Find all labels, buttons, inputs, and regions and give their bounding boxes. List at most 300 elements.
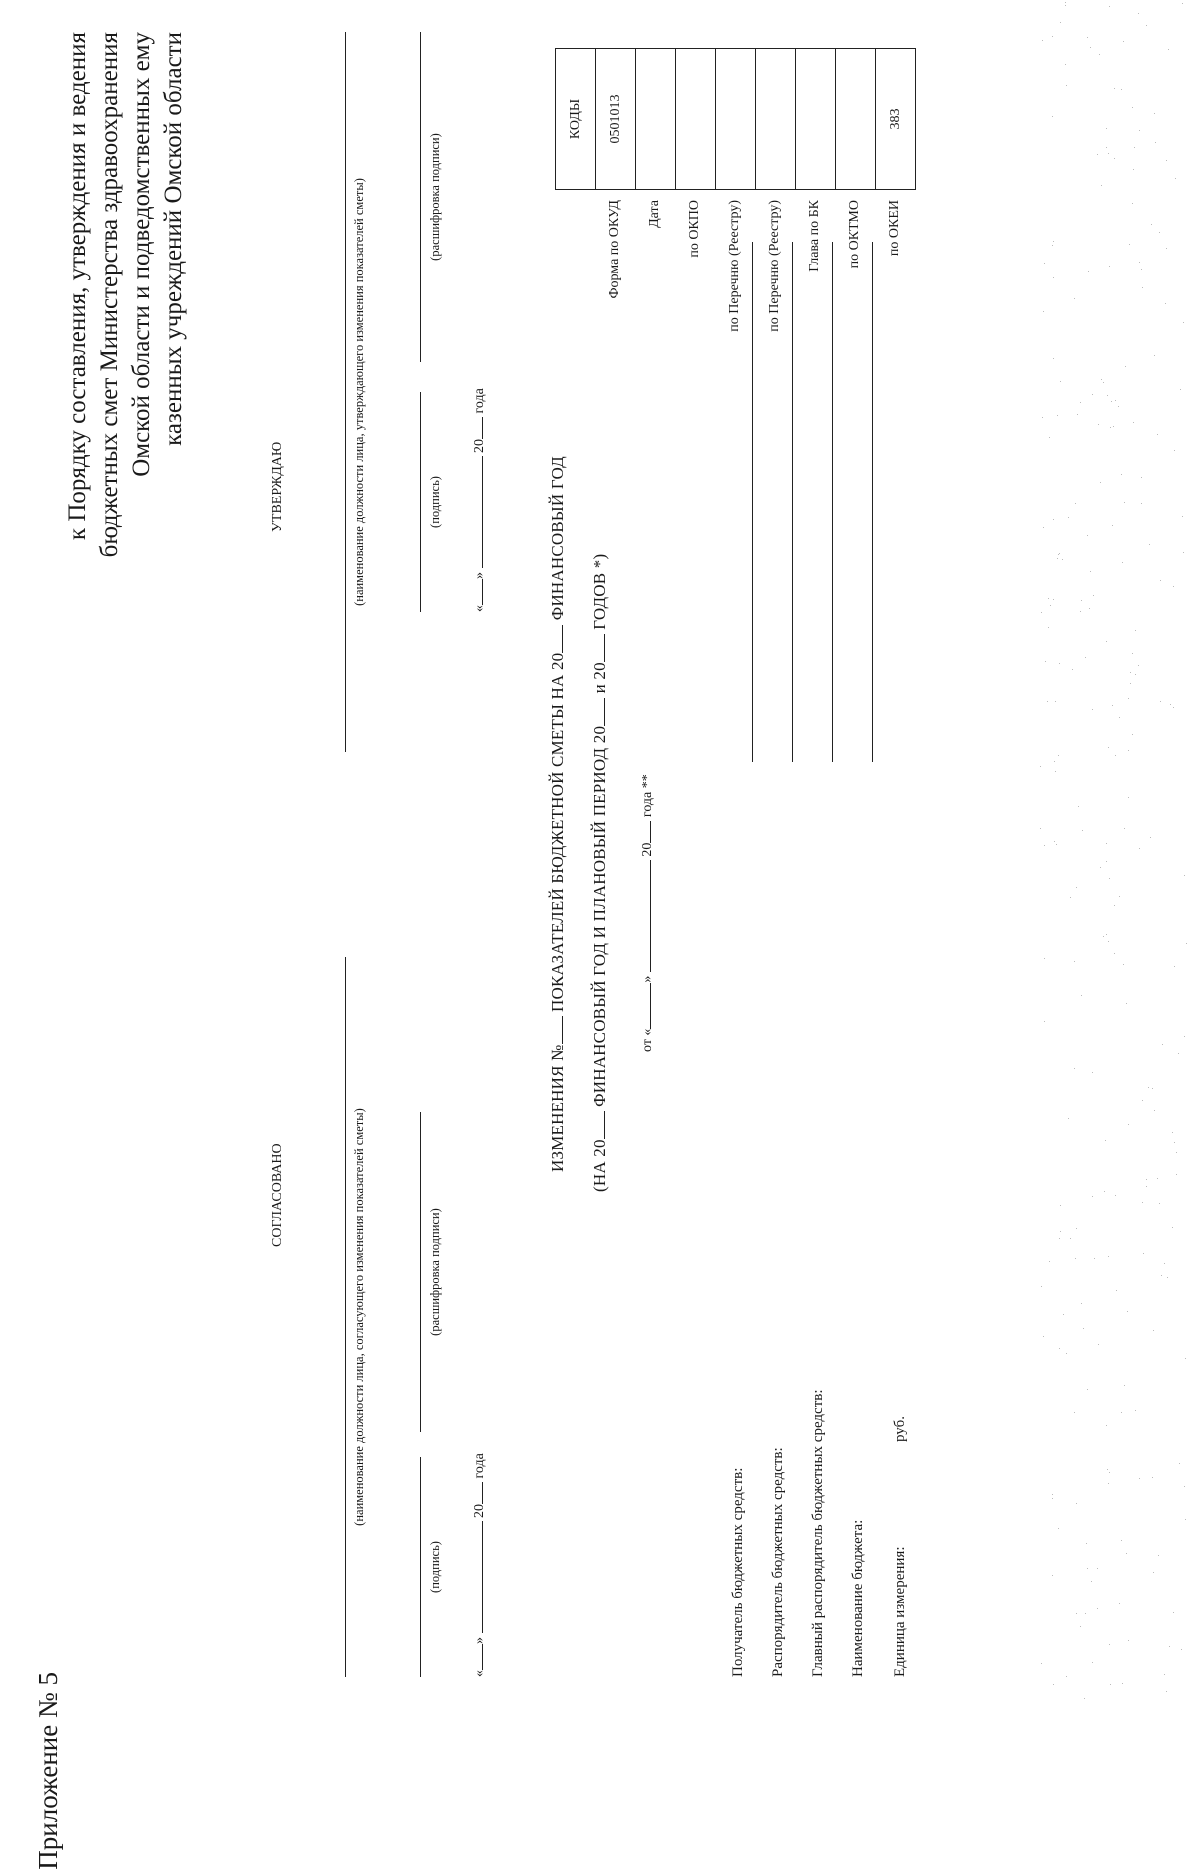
agreement-day-field[interactable] <box>482 1644 483 1670</box>
scan-speck <box>1109 878 1110 879</box>
plan-year-1-field[interactable] <box>604 698 605 726</box>
scan-speck <box>1139 130 1140 131</box>
date-close-quote: » <box>640 975 655 983</box>
scan-speck <box>1132 734 1133 735</box>
scan-speck <box>1175 178 1176 179</box>
code-okpo-value[interactable] <box>676 49 716 190</box>
scan-speck <box>1052 1575 1053 1576</box>
scan-speck <box>1114 88 1115 89</box>
scan-speck <box>1167 1277 1168 1278</box>
scan-speck <box>1100 482 1101 483</box>
date-close-quote: » <box>472 1637 487 1644</box>
scan-speck <box>1170 704 1171 705</box>
scan-speck <box>1094 1258 1095 1259</box>
document-day-field[interactable] <box>650 983 651 1029</box>
approval-signature-caption: (подпись) <box>428 476 442 528</box>
scan-speck <box>1166 160 1167 161</box>
scan-speck <box>1050 605 1051 606</box>
scan-speck <box>1124 1385 1125 1386</box>
scan-speck <box>1047 701 1048 702</box>
scan-speck <box>1128 797 1129 798</box>
scan-speck <box>1155 142 1156 143</box>
scan-speck <box>1074 298 1075 299</box>
scan-speck <box>1139 848 1140 849</box>
scan-speck <box>1097 1608 1098 1609</box>
scan-speck <box>1122 562 1123 563</box>
scan-speck <box>1081 1303 1082 1304</box>
scan-speck <box>1111 401 1112 402</box>
scan-speck <box>1053 599 1054 600</box>
scan-speck <box>1059 663 1060 664</box>
date-suffix: года <box>472 388 487 414</box>
header-line-4: Омской области и подведомственных ему <box>128 32 155 477</box>
scan-speck <box>1132 203 1133 204</box>
scan-speck <box>1126 1003 1127 1004</box>
scan-speck <box>1183 552 1184 553</box>
scan-speck <box>1076 1503 1077 1504</box>
scan-speck <box>1108 1483 1109 1484</box>
scan-speck <box>1075 503 1076 504</box>
scan-speck <box>1106 843 1107 844</box>
main-manager-field[interactable] <box>832 242 833 762</box>
scan-speck <box>1056 844 1057 845</box>
manager-label: Распорядитель бюджетных средств: <box>770 1447 786 1677</box>
scan-speck <box>1169 1646 1170 1647</box>
document-title-line-2 <box>590 554 610 1192</box>
scan-speck <box>1080 1626 1081 1627</box>
scan-speck <box>1053 277 1054 278</box>
scan-speck <box>1053 241 1054 242</box>
scan-speck <box>1078 806 1079 807</box>
scan-speck <box>1114 905 1115 906</box>
changes-number-field[interactable] <box>562 1016 563 1044</box>
scan-speck <box>1059 553 1060 554</box>
scan-speck <box>1092 1196 1093 1197</box>
fiscal-year-field-2[interactable] <box>604 1111 605 1139</box>
scan-speck <box>1154 1110 1155 1111</box>
scan-speck <box>1097 1568 1098 1569</box>
fiscal-year-field[interactable] <box>562 625 563 653</box>
scan-speck <box>1068 517 1069 518</box>
scan-speck <box>1087 1389 1088 1390</box>
scan-speck <box>1112 705 1113 706</box>
scan-speck <box>1141 269 1142 270</box>
document-month-field[interactable] <box>650 860 651 972</box>
scan-speck <box>1103 382 1104 383</box>
budget-name-label: Наименование бюджета: <box>850 1519 866 1677</box>
scan-speck <box>1123 964 1124 965</box>
title-years-label: ГОДОВ *) <box>590 553 609 630</box>
scan-speck <box>1059 1238 1060 1239</box>
scan-speck <box>1108 153 1109 154</box>
scan-speck <box>1146 1179 1147 1180</box>
registry-1-label: по Перечню (Реестру) <box>727 200 742 332</box>
scan-speck <box>1115 1195 1116 1196</box>
code-okei-value[interactable]: 383 <box>876 49 916 190</box>
title-plan-period-label: ФИНАНСОВЫЙ ГОД И ПЛАНОВЫЙ ПЕРИОД 20 <box>590 725 609 1107</box>
header-line-5: казенных учреждений Омской области <box>160 32 187 446</box>
scan-speck <box>1119 896 1120 897</box>
approval-label: УТВЕРЖДАЮ <box>270 441 285 532</box>
header-line-3: бюджетных смет Министерства здравоохранения <box>96 32 123 558</box>
scan-speck <box>1179 1463 1180 1464</box>
scan-speck <box>1083 1328 1084 1329</box>
scan-speck <box>1128 698 1129 699</box>
scan-speck <box>1151 224 1152 225</box>
recipient-field[interactable] <box>752 242 753 762</box>
scan-speck <box>1168 49 1169 50</box>
scan-speck <box>1138 665 1139 666</box>
document-date-line <box>640 774 656 1052</box>
scan-speck <box>1054 841 1055 842</box>
scan-speck <box>1150 837 1151 838</box>
scan-speck <box>1062 559 1063 560</box>
scan-speck <box>1093 595 1094 596</box>
agreement-decode-caption: (расшифровка подписи) <box>428 1208 442 1336</box>
title-fiscal-year-label: ФИНАНСОВЫЙ ГОД <box>548 456 567 621</box>
scan-speck <box>1184 1486 1185 1487</box>
scan-speck <box>1128 1124 1129 1125</box>
scan-speck <box>1040 828 1041 829</box>
scan-speck <box>1084 1698 1085 1699</box>
scan-speck <box>1049 1261 1050 1262</box>
appendix-number: Приложение № 5 <box>33 1672 63 1870</box>
scan-speck <box>1146 1186 1147 1187</box>
scan-speck <box>1121 1540 1122 1541</box>
scan-speck <box>1127 1311 1128 1312</box>
scan-speck <box>1081 995 1082 996</box>
scan-speck <box>1125 366 1126 367</box>
scan-speck <box>1052 1494 1053 1495</box>
approval-signature-line[interactable] <box>420 392 421 612</box>
scan-speck <box>1087 37 1088 38</box>
scan-speck <box>1074 1412 1075 1413</box>
scan-speck <box>1059 1348 1060 1349</box>
budget-name-field[interactable] <box>872 242 873 762</box>
scan-speck <box>1053 1684 1054 1685</box>
scan-speck <box>1043 1336 1044 1337</box>
scan-speck <box>1098 424 1099 425</box>
code-date-value[interactable] <box>636 49 676 190</box>
scan-speck <box>1132 653 1133 654</box>
scan-speck <box>1174 1142 1175 1143</box>
approval-position-caption: (наименование должности лица, утверждающего изменения показателей сметы) <box>352 178 366 606</box>
agreement-year-field[interactable] <box>482 1482 483 1504</box>
scan-speck <box>1158 1555 1159 1556</box>
scan-speck <box>1092 394 1093 395</box>
scan-speck <box>1166 248 1167 249</box>
codes-header: КОДЫ <box>556 49 596 190</box>
scan-speck <box>1162 1044 1163 1045</box>
scan-speck <box>1101 379 1102 380</box>
code-okud-value[interactable]: 0501013 <box>596 49 636 190</box>
scan-speck <box>1041 612 1042 613</box>
date-label: Дата <box>647 200 662 228</box>
scan-speck <box>1070 1238 1071 1239</box>
code-registry-2-value[interactable] <box>756 49 796 190</box>
scan-speck <box>1087 535 1088 536</box>
scan-speck <box>1142 287 1143 288</box>
scan-speck <box>1143 1253 1144 1254</box>
scan-speck <box>1108 1256 1109 1257</box>
scan-speck <box>1130 672 1131 673</box>
agreement-signature-caption: (подпись) <box>428 1541 442 1593</box>
approval-year-field[interactable] <box>482 417 483 439</box>
agreement-month-field[interactable] <box>482 1522 483 1634</box>
scan-speck <box>1081 600 1082 601</box>
scan-speck <box>1107 395 1108 396</box>
scan-speck <box>1077 414 1078 415</box>
approval-position-line[interactable] <box>345 32 346 752</box>
scan-speck <box>1100 867 1101 868</box>
scan-speck <box>1058 1528 1059 1529</box>
scan-speck <box>1109 266 1110 267</box>
scan-speck <box>1090 47 1091 48</box>
code-bk-value[interactable] <box>796 49 836 190</box>
date-year-prefix: 20 <box>472 1504 487 1518</box>
scan-speck <box>1139 262 1140 263</box>
scan-speck <box>1113 426 1114 427</box>
scan-speck <box>1043 311 1044 312</box>
scan-speck <box>1091 1581 1092 1582</box>
scan-speck <box>1141 503 1142 504</box>
title-changes-label: ИЗМЕНЕНИЯ № <box>548 1044 567 1172</box>
scan-speck <box>1065 5 1066 6</box>
scan-speck <box>1066 85 1067 86</box>
scan-speck <box>1173 1612 1174 1613</box>
scan-speck <box>1178 1053 1179 1054</box>
document-year-field[interactable] <box>650 821 651 843</box>
scan-speck <box>1153 1572 1154 1573</box>
scan-speck <box>1089 608 1090 609</box>
scan-speck <box>1052 245 1053 246</box>
scan-speck <box>1080 611 1081 612</box>
main-manager-label: Главный распорядитель бюджетных средств: <box>810 1389 826 1677</box>
scan-speck <box>1085 1613 1086 1614</box>
scan-speck <box>1135 674 1136 675</box>
scan-speck <box>1130 683 1131 684</box>
agreement-label: СОГЛАСОВАНО <box>270 1143 285 1247</box>
date-open-quote: « <box>472 605 487 612</box>
date-close-quote: » <box>472 572 487 579</box>
scan-speck <box>1040 766 1041 767</box>
scan-speck <box>1105 1140 1106 1141</box>
scan-speck <box>1054 761 1055 762</box>
scan-speck <box>1121 89 1122 90</box>
title-estimate-label: ПОКАЗАТЕЛЕЙ БЮДЖЕТНОЙ СМЕТЫ НА 20 <box>548 652 567 1013</box>
scan-speck <box>1165 303 1166 304</box>
header-line-2: к Порядку составления, утверждения и ведения <box>64 32 91 541</box>
scan-speck <box>1134 147 1135 148</box>
scan-speck <box>1086 1543 1087 1544</box>
scan-speck <box>1076 1613 1077 1614</box>
recipient-label: Получатель бюджетных средств: <box>730 1467 746 1677</box>
scan-speck <box>1108 747 1109 748</box>
scan-speck <box>1109 1644 1110 1645</box>
scan-speck <box>1112 525 1113 526</box>
scan-speck <box>1132 107 1133 108</box>
scan-speck <box>1138 13 1139 14</box>
scan-speck <box>1166 1691 1167 1692</box>
registry-2-label: по Перечню (Реестру) <box>767 200 782 332</box>
scan-speck <box>1119 1603 1120 1604</box>
scan-speck <box>1114 953 1115 954</box>
scan-speck <box>1146 25 1147 26</box>
scan-speck <box>1160 701 1161 702</box>
scan-speck <box>1153 1330 1154 1331</box>
scan-speck <box>1042 417 1043 418</box>
scan-speck <box>1133 422 1134 423</box>
scan-speck <box>1053 519 1054 520</box>
code-registry-1-value[interactable] <box>716 49 756 190</box>
date-suffix: года <box>472 1453 487 1479</box>
scan-speck <box>1072 669 1073 670</box>
title-and-label: и 20 <box>590 662 609 694</box>
title-line2-prefix: (НА 20 <box>590 1139 609 1192</box>
scan-speck <box>1109 6 1110 7</box>
scan-speck <box>1055 701 1056 702</box>
scan-speck <box>1182 3 1183 4</box>
scan-speck <box>1124 828 1125 829</box>
scan-speck <box>1110 427 1111 428</box>
manager-field[interactable] <box>792 242 793 762</box>
scan-speck <box>1118 406 1119 407</box>
okud-label: Форма по ОКУД <box>607 200 622 299</box>
scan-speck <box>1185 1358 1186 1359</box>
scan-speck <box>1176 1174 1177 1175</box>
scan-speck <box>1185 1519 1186 1520</box>
scan-speck <box>1149 544 1150 545</box>
scan-speck <box>1121 474 1122 475</box>
codes-table <box>555 48 916 190</box>
scan-speck <box>1043 527 1044 528</box>
approval-date <box>472 388 488 612</box>
agreement-decode-line[interactable] <box>420 1112 421 1432</box>
scan-speck <box>1154 113 1155 114</box>
scan-speck <box>1141 477 1142 478</box>
date-from-label: от « <box>640 1028 655 1052</box>
scan-speck <box>1160 580 1161 581</box>
scan-speck <box>1045 661 1046 662</box>
scan-speck <box>1106 147 1107 148</box>
scan-speck <box>1152 1477 1153 1478</box>
scan-speck <box>1121 1412 1122 1413</box>
scan-speck <box>1164 1674 1165 1675</box>
scan-speck <box>1065 2 1066 3</box>
scan-speck <box>1092 1072 1093 1073</box>
scan-speck <box>1173 586 1174 587</box>
date-open-quote: « <box>472 1670 487 1677</box>
scan-speck <box>1174 966 1175 967</box>
scan-speck <box>1114 158 1115 159</box>
scan-speck <box>1180 389 1181 390</box>
scan-speck <box>1174 450 1175 451</box>
scan-speck <box>1104 1191 1105 1192</box>
scan-speck <box>1172 1132 1173 1133</box>
scan-speck <box>1044 263 1045 264</box>
scan-speck <box>1107 1469 1108 1470</box>
bk-label: Глава по БК <box>807 200 822 272</box>
scan-speck <box>1172 1227 1173 1228</box>
scan-speck <box>1042 40 1043 41</box>
scan-speck <box>1142 1100 1143 1101</box>
scan-speck <box>1173 707 1174 708</box>
scan-speck <box>1058 755 1059 756</box>
scan-speck <box>1106 934 1107 935</box>
scan-speck <box>1157 434 1158 435</box>
scan-speck <box>1060 381 1061 382</box>
scan-speck <box>1106 128 1107 129</box>
scan-speck <box>1148 1087 1149 1088</box>
scan-speck <box>1082 830 1083 831</box>
scan-speck <box>1126 1553 1127 1554</box>
scan-speck <box>1184 875 1185 876</box>
scan-speck <box>1052 36 1053 37</box>
scan-speck <box>1108 941 1109 942</box>
scan-speck <box>1159 232 1160 233</box>
scan-speck <box>1116 1290 1117 1291</box>
plan-year-2-field[interactable] <box>604 634 605 662</box>
scan-speck <box>1055 771 1056 772</box>
scan-speck <box>1044 958 1045 959</box>
scan-speck <box>1048 598 1049 599</box>
approval-month-field[interactable] <box>482 457 483 569</box>
scan-speck <box>1109 1472 1110 1473</box>
scan-speck <box>1128 750 1129 751</box>
scan-speck <box>1060 1231 1061 1232</box>
scan-speck <box>1099 54 1100 55</box>
code-oktmo-value[interactable] <box>836 49 876 190</box>
document-title-line-1 <box>548 456 568 1172</box>
scan-speck <box>1044 1021 1045 1022</box>
scan-speck <box>1075 1258 1076 1259</box>
agreement-position-line[interactable] <box>345 957 346 1677</box>
scan-speck <box>1041 1286 1042 1287</box>
scan-speck <box>1154 355 1155 356</box>
scan-speck <box>1052 1498 1053 1499</box>
date-year-prefix: 20 <box>472 439 487 453</box>
scan-speck <box>1097 154 1098 155</box>
scan-speck <box>1128 1640 1129 1641</box>
date-year-prefix: 20 <box>640 842 655 857</box>
agreement-signature-line[interactable] <box>420 1457 421 1677</box>
scan-speck <box>1052 116 1053 117</box>
scan-speck <box>1076 887 1077 888</box>
scan-speck <box>1186 943 1187 944</box>
scan-speck <box>1044 845 1045 846</box>
approval-decode-caption: (расшифровка подписи) <box>428 133 442 261</box>
scan-speck <box>1090 571 1091 572</box>
oktmo-label: по ОКТМО <box>847 200 862 269</box>
approval-day-field[interactable] <box>482 579 483 605</box>
scan-speck <box>1087 1568 1088 1569</box>
scan-speck <box>1135 1410 1136 1411</box>
scan-speck <box>1049 437 1050 438</box>
scan-speck <box>1103 936 1104 937</box>
scan-speck <box>1057 415 1058 416</box>
scan-speck <box>1161 1275 1162 1276</box>
scan-speck <box>1142 1202 1143 1203</box>
scan-speck <box>1159 1203 1160 1204</box>
scan-speck <box>1115 755 1116 756</box>
scan-speck <box>1060 22 1061 23</box>
approval-decode-line[interactable] <box>420 32 421 362</box>
scan-speck <box>1183 322 1184 323</box>
agreement-date <box>472 1453 488 1677</box>
scan-speck <box>1066 1353 1067 1354</box>
date-suffix: года ** <box>640 774 655 818</box>
scan-speck <box>1184 1036 1185 1037</box>
